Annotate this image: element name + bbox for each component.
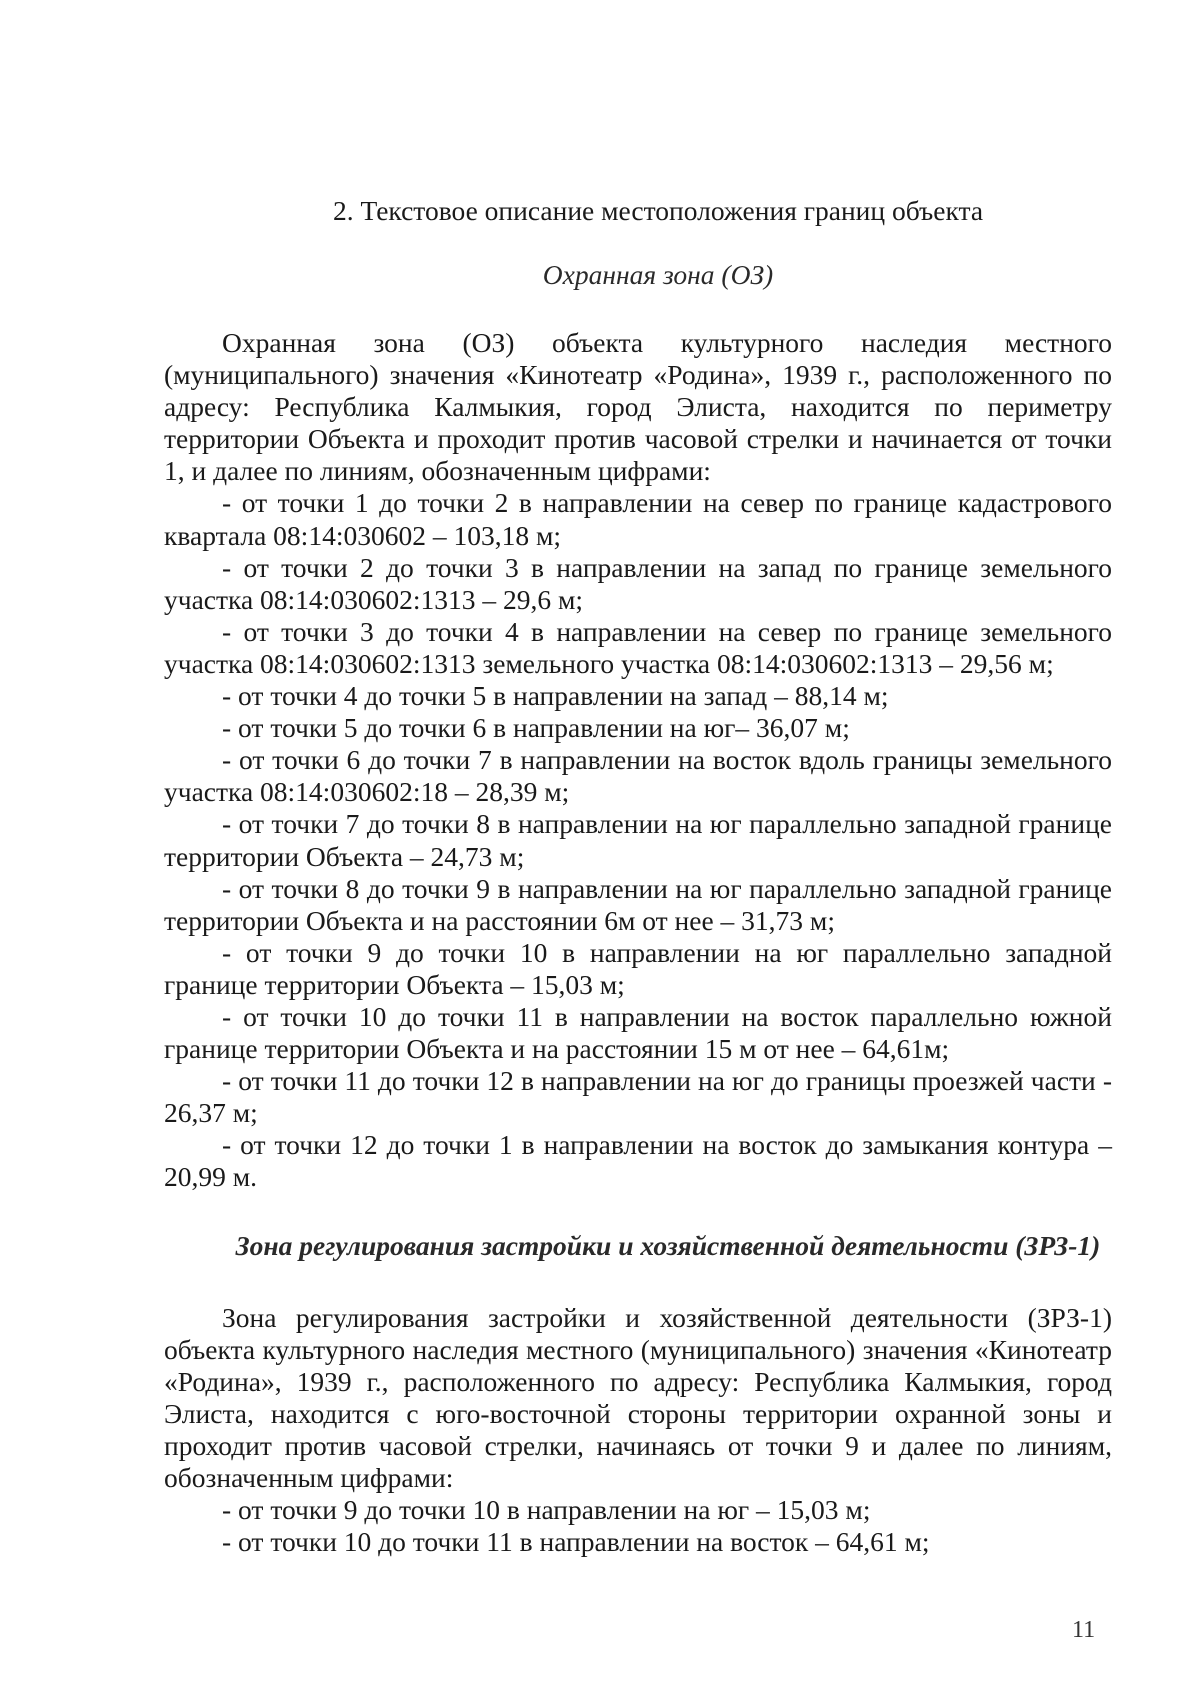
oz-boundary-item: - от точки 5 до точки 6 в направлении на юг– 36,07 м; bbox=[222, 712, 850, 744]
oz-boundary-item: - от точки 12 до точки 1 в направлении на восток до замыкания контура – 20,99 м. bbox=[164, 1129, 1112, 1193]
oz-boundary-item: - от точки 6 до точки 7 в направлении на восток вдоль границы земельного участка 08:14:030602:18 – 28,39 м; bbox=[164, 744, 1112, 808]
oz-boundary-item: - от точки 1 до точки 2 в направлении на север по границе кадастрового квартала 08:14:030602 – 103,18 м; bbox=[164, 487, 1112, 551]
oz-boundary-item: - от точки 2 до точки 3 в направлении на запад по границе земельного участка 08:14:030602:1313 – 29,6 м; bbox=[164, 551, 1112, 615]
zrz-boundary-item: - от точки 9 до точки 10 в направлении на юг – 15,03 м; bbox=[222, 1494, 871, 1526]
zrz-boundary-item: - от точки 10 до точки 11 в направлении на восток – 64,61 м; bbox=[222, 1526, 930, 1558]
page-heading: 2. Текстовое описание местоположения границ объекта bbox=[332, 195, 984, 226]
page-number: 11 bbox=[1072, 1617, 1096, 1643]
section-zrz-intro: Зона регулирования застройки и хозяйственной деятельности (ЗРЗ-1) объекта культурного наследия местного (муниципального) значения «Кинотеатр «Родина», 1939 г., расположенного по адресу: Республика Калмыкия, город Элиста, находится с юго-восточной стороны территории охранной зоны и проходит против часовой стрелки, начинаясь от точки 9 и далее по линиям, обозначенным цифрами: bbox=[164, 1301, 1112, 1493]
oz-boundary-item: - от точки 4 до точки 5 в направлении на запад – 88,14 м; bbox=[222, 680, 889, 712]
oz-boundary-item: - от точки 8 до точки 9 в направлении на юг параллельно западной границе территории Объекта и на расстоянии 6м от нее – 31,73 м; bbox=[164, 872, 1112, 936]
section-title-oz: Охранная зона (ОЗ) bbox=[542, 259, 774, 290]
section-title-zrz: Зона регулирования застройки и хозяйственной деятельности (ЗРЗ-1) bbox=[235, 1229, 1101, 1261]
oz-boundary-item: - от точки 7 до точки 8 в направлении на юг параллельно западной границе территории Объекта – 24,73 м; bbox=[164, 808, 1112, 872]
section-oz-intro: Охранная зона (ОЗ) объекта культурного наследия местного (муниципального) значения «Кинотеатр «Родина», 1939 г., расположенного по адресу: Республика Калмыкия, город Элиста, находится по периметру территории Объекта и проходит против часовой стрелки и начинается от точки 1, и далее по линиям, обозначенным цифрами: bbox=[164, 327, 1112, 487]
oz-boundary-item: - от точки 9 до точки 10 в направлении на юг параллельно западной границе территории Объекта – 15,03 м; bbox=[164, 936, 1112, 1000]
oz-boundary-item: - от точки 3 до точки 4 в направлении на север по границе земельного участка 08:14:030602:1313 земельного участка 08:14:030602:1313 – 29,56 м; bbox=[164, 615, 1112, 679]
oz-boundary-item: - от точки 10 до точки 11 в направлении на восток параллельно южной границе территории Объекта и на расстоянии 15 м от нее – 64,61м; bbox=[164, 1000, 1112, 1065]
document-page bbox=[164, 195, 1112, 1558]
oz-boundary-item: - от точки 11 до точки 12 в направлении на юг до границы проезжей части - 26,37 м; bbox=[164, 1065, 1112, 1129]
